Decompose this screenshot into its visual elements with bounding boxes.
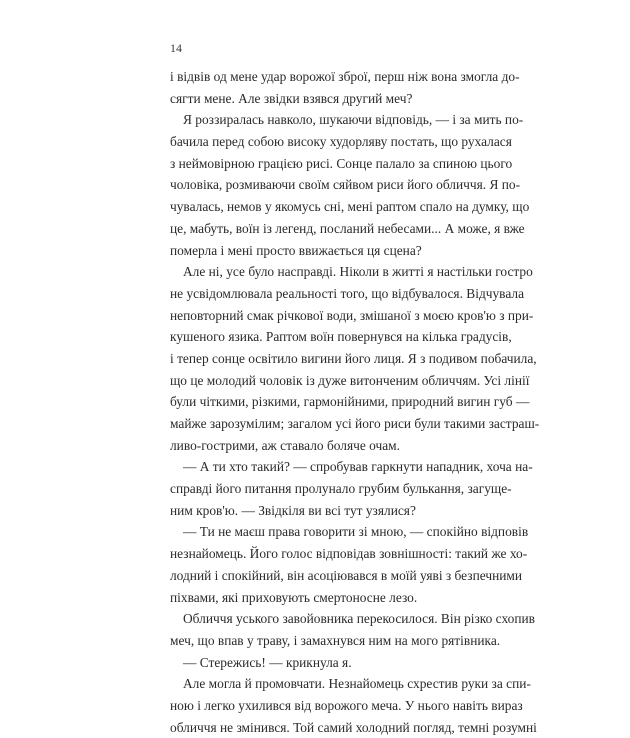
body-text [170, 66, 540, 738]
text-line: майже зарозумілим; загалом усі його риси були такими застраш- [170, 416, 540, 431]
text-line: справді його питання пролунало грубим булькання, загуще- [170, 481, 512, 497]
text-line: — Стережись! — крикнула я. [183, 654, 352, 670]
text-line: і тепер сонце освітило вигини його лиця. Я з подивом побачила, [170, 350, 537, 366]
text-line: чоловіка, розмиваючи своїм сяйвом риси його обличчя. Я по- [170, 177, 521, 193]
text-line: це, мабуть, воїн із легенд, посланий небесами... А може, я вже [170, 220, 525, 236]
text-line: бачила перед собою високу худорляву постать, що рухалася [170, 134, 512, 150]
text-line: чувалась, немов у якомусь сні, мені раптом спало на думку, що [170, 199, 530, 215]
text-line: меч, що впав у траву, і замахнувся ним на мого рятівника. [170, 632, 501, 648]
text-line: померла і мені просто ввижається ця сцена? [170, 242, 422, 258]
text-line: ною і легко ухилився від ворожого меча. У нього навіть вираз [170, 697, 523, 713]
text-line: неповторний смак річкової води, змішаної з моєю кров'ю з при- [170, 307, 534, 323]
text-line: Але могла й промовчати. Незнайомець схрестив руки за спи- [183, 676, 531, 692]
text-line: ним кров'ю. — Звідкіля ви всі тут узялися? [170, 502, 416, 518]
page-number: 14 [170, 41, 182, 55]
text-line: ливо-гострими, аж ставало боляче очам. [170, 437, 401, 453]
text-line: Але ні, усе було насправді. Ніколи в житті я настільки гостро [183, 264, 533, 280]
text-line: обличчя не змінився. Той самий холодний погляд, темні розумні [170, 719, 537, 735]
text-line: не усвідомлювала реальності того, що відбувалося. Відчувала [170, 285, 525, 301]
text-line: сягти мене. Але звідки взявся другий меч? [170, 90, 413, 106]
text-line: піхвами, які приховують смертоносне лезо. [170, 589, 418, 605]
text-line: що це молодий чоловік із дуже витонченим обличчям. Усі лінії [170, 372, 530, 388]
text-line: — Ти не маєш права говорити зі мною, — спокійно відповів [183, 524, 529, 540]
text-line: лодний і спокійний, він асоціювався в моїй уяві з безпечними [170, 567, 523, 583]
text-line: і відвів од мене удар ворожої зброї, перш ніж вона змогла до- [170, 69, 520, 84]
text-line: Обличчя уського завойовника перекосилося. Він різко схопив [183, 611, 535, 627]
text-line: — А ти хто такий? — спробував гаркнути нападник, хоча на- [183, 459, 533, 475]
text-line: були чіткими, різкими, гармонійними, природний вигин губ — [170, 394, 530, 410]
text-line: кушеного язика. Раптом воїн повернувся на кілька градусів, [170, 329, 512, 345]
text-line: Я роззиралась навколо, шукаючи відповідь, — і за мить по- [183, 112, 524, 128]
text-line: незнайомець. Його голос відповідав зовнішності: такий же хо- [170, 546, 528, 562]
text-line: з неймовірною грацією рисі. Сонце палало за спиною цього [170, 155, 513, 171]
